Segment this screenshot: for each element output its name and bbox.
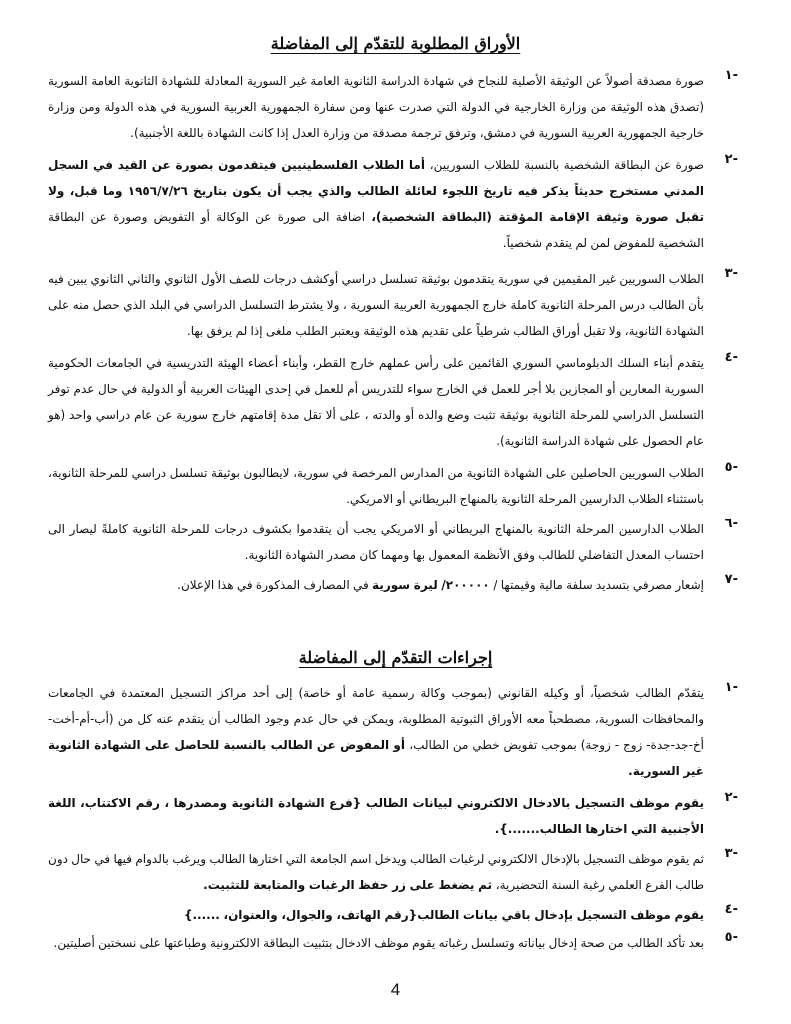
- item-text: الطلاب الدارسين المرحلة الثانوية بالمنهاج البريطاني أو الامريكي يجب أن يتقدموا بكشوف درجات للمرحلة الثانوية كاملةً ليصار الى احتساب المعدل التفاضلي للطالب وفق الأنظمة المعمول بها ومهما كان مصدر الشهادة الثانوية.: [48, 522, 704, 562]
- item-text: يتقدم أبناء السلك الدبلوماسي السوري القائمين على رأس عملهم خارج القطر، وأبناء أعضاء الهيئة التدريسية في الجامعات الحكومية السورية المعارين أو المجازين بلا أجر للعمل في الخارج سواء للتدريس أم للعمل في إحدى الهيئات العربية أو الدولية في حال عدم توفر التسلسل الدراسي للمرحلة الثانوية بوثيقة تثبت وضع والده أو والدته ، على ألا تقل مدة إقامتهم خارج سورية عن عام دراسي واحد (هو عام الحصول على شهادة الدراسة الثانوية).: [48, 356, 704, 448]
- item-number: -٤: [724, 350, 738, 365]
- list-item: [48, 902, 738, 930]
- item-text: [48, 152, 704, 256]
- section-title-required-documents: الأوراق المطلوبة للتقدّم إلى المفاضلة: [270, 34, 521, 53]
- item-text-part: صورة عن البطاقة الشخصية بالنسبة للطلاب السوريين،: [429, 158, 704, 172]
- list-item: [48, 350, 738, 460]
- required-documents-list: [48, 68, 738, 600]
- list-item: [48, 680, 738, 790]
- item-text-bold: أو المفوض عن الطالب بالنسبة للحاصل على الشهادة الثانوية غير السورية.: [48, 738, 704, 778]
- application-procedures-list: [48, 680, 738, 958]
- item-text-bold: أما الطلاب الفلسطينيين فيتقدمون بصورة عن القيد في السجل المدني مستخرج حديثاً يذكر فيه تاريخ اللجوء لعائلة الطالب والذي يجب أن يكون بتاريخ ١٩٥٦/٧/٢٦ وما قبل، ولا تقبل صورة وثيقة الإقامة المؤقتة (البطاقة الشخصية)،: [48, 158, 704, 224]
- item-number: -٣: [724, 846, 738, 861]
- list-item: [48, 930, 738, 958]
- list-item: [48, 790, 738, 846]
- list-item: [48, 266, 738, 350]
- item-text: [48, 902, 704, 928]
- list-item: [48, 846, 738, 902]
- item-text: الطلاب السوريين غير المقيمين في سورية يتقدمون بوثيقة تسلسل دراسي أوكشف درجات للصف الأول الثانوي والثاني الثانوي يبين فيه بأن الطالب درس المرحلة الثانوية كاملة خارج الجمهورية العربية السورية ، ولا يشترط التسلسل الدراسي في البلد الذي حصل منه على الشهادة الثانوية، ولا تقبل أوراق الطالب شرطياً على تقديم هذه الوثيقة ويعتبر الطلب ملغى إذا لم يرفق بها.: [48, 272, 704, 338]
- item-text: يقوم موظف التسجيل بالادخال الالكتروني لبيانات الطالب {فرع الشهادة الثانوية ومصدرها ، رقم الاكتتاب، اللغة الأجنبية التي اختارها الطالب.......}.: [48, 796, 704, 836]
- item-text-part: ثم يقوم موظف التسجيل بالإدخال الالكتروني لرغبات الطالب ويدخل اسم الجامعة التي اختارها الطالب ويرغب بالدوام فيها في حال دون طالب الفرع العلمي رغبة السنة التحضيرية،: [48, 852, 704, 892]
- list-item: [48, 572, 738, 600]
- item-text-part: يقوم موظف التسجيل بإدخال باقي بيانات الطالب: [417, 908, 704, 922]
- item-number: -٧: [724, 572, 738, 587]
- item-number: -٥: [724, 460, 738, 475]
- item-text-bold: ثم يضغط على زر حفظ الرغبات والمتابعة للتثبيت.: [203, 878, 496, 892]
- item-text: صورة مصدقة أصولاً عن الوثيقة الأصلية للنجاح في شهادة الدراسة الثانوية العامة غير السورية المعادلة للشهادة الثانوية العامة السورية (تصدق هذه الوثيقة من وزارة الخارجية في الدولة التي صدرت عنها ومن سفارة الجمهورية العربية السورية في هذه الدولة ومن وزارة خارجية الجمهورية العربية السورية في دمشق، وترفق ترجمة مصدقة من وزارة العدل إذا كانت الشهادة باللغة الأجنبية).: [48, 74, 704, 140]
- item-number: -١: [724, 680, 738, 695]
- item-text-part: في المصارف المذكورة في هذا الإعلان.: [177, 578, 373, 592]
- item-number: -٦: [724, 516, 738, 531]
- item-number: -٥: [724, 930, 738, 945]
- item-text: بعد تأكد الطالب من صحة إدخال بياناته وتسلسل رغباته يقوم موظف الادخال بتثبيت البطاقة الالكترونية وطباعتها على نسختين أصليتين.: [53, 936, 704, 950]
- item-number: -٣: [724, 266, 738, 281]
- item-text-part: يتقدّم الطالب شخصياً، أو وكيله القانوني (بموجب وكالة رسمية عامة أو خاصة) إلى أحد مراكز التسجيل المعتمدة في الجامعات والمحافظات السورية، مصطحباً معه الأوراق الثبوتية المطلوبة، ويمكن في حال عدم وجود الطالب أن يتقدم عنه كل من (أب-أم-أخت-أخ-جد-جدة- زوج - زوجة) بموجب تفويض خطي من الطالب،: [48, 686, 704, 752]
- item-text: الطلاب السوريين الحاصلين على الشهادة الثانوية من المدارس المرخصة في سورية، لايطالبون بوثيقة تسلسل دراسي للمرحلة الثانوية، باستثناء الطلاب الدارسين المرحلة الثانوية بالمنهاج البريطاني أو الامريكي.: [48, 466, 704, 506]
- list-item: [48, 516, 738, 572]
- item-text-part: {رقم الهاتف، والجوال، والعنوان، ......}: [183, 908, 418, 922]
- list-item: [48, 68, 738, 152]
- item-number: -٢: [724, 790, 738, 805]
- list-item: [48, 152, 738, 266]
- item-number: -١: [724, 68, 738, 83]
- item-number: -٢: [724, 152, 738, 167]
- item-text: [48, 572, 704, 598]
- item-text-part: إشعار مصرفي بتسديد سلفة مالية وقيمتها /: [493, 578, 704, 592]
- item-text-bold: ٢٠٠٠٠٠/ ليرة سورية: [372, 578, 494, 592]
- list-item: [48, 460, 738, 516]
- item-text: [48, 680, 704, 784]
- item-number: -٤: [724, 902, 738, 917]
- item-text: [48, 846, 704, 898]
- item-text-part: اضافة الى صورة عن الوكالة أو التفويض وصورة عن البطاقة الشخصية للمفوض لمن لم يتقدم شخصياً.: [48, 210, 704, 250]
- page-number: 4: [390, 980, 401, 999]
- section-title-application-procedures: إجراءات التقدّم إلى المفاضلة: [298, 648, 493, 667]
